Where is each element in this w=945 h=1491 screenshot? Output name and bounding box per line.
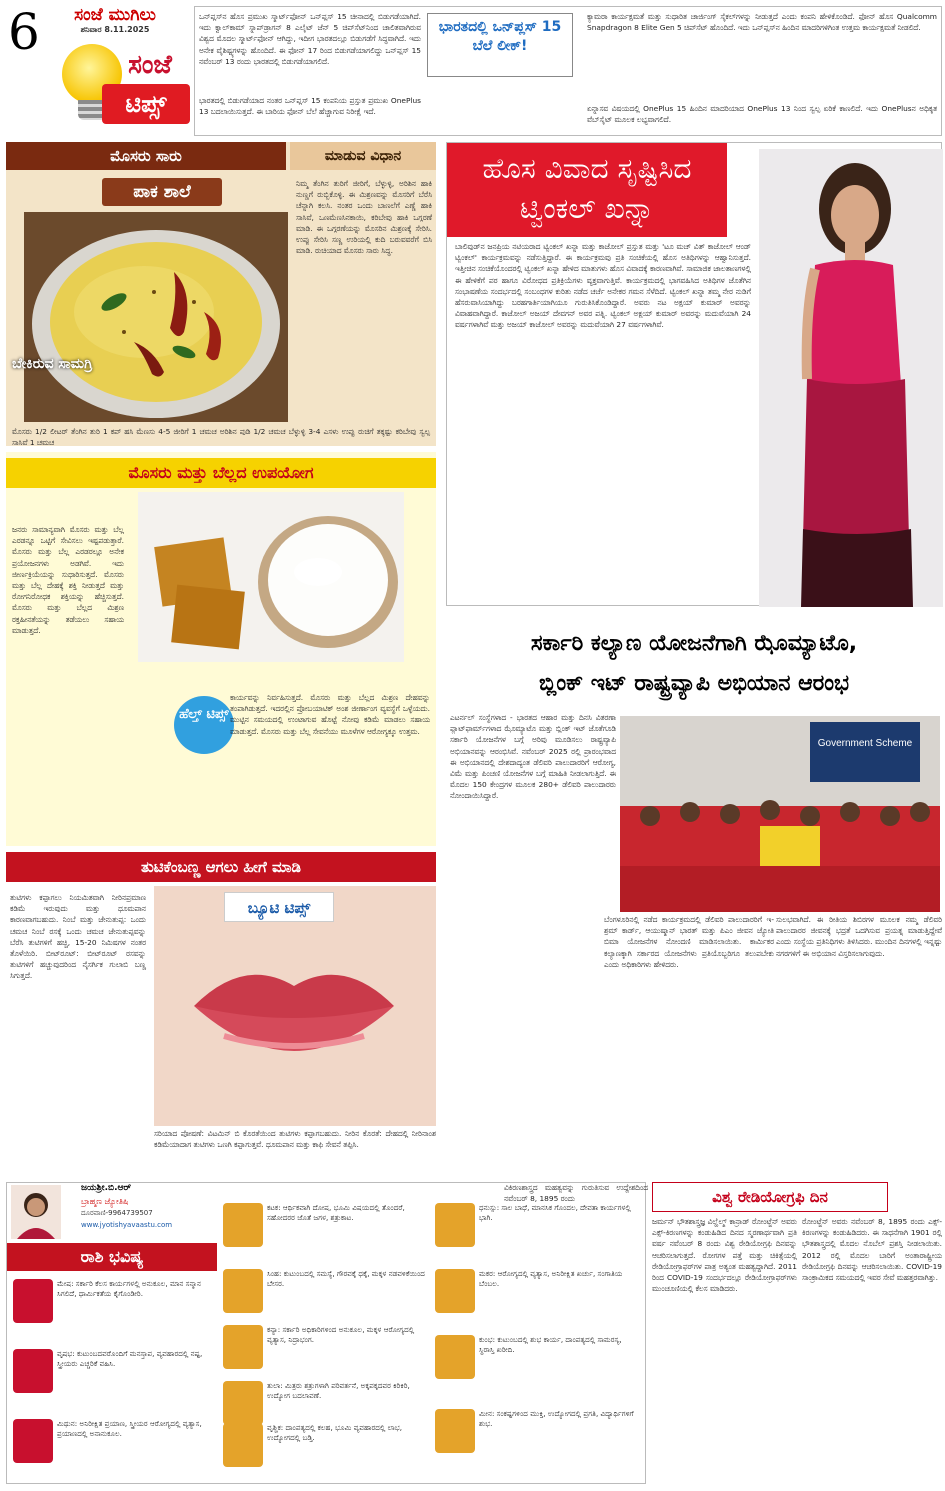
twinkle-body-text: ಬಾಲಿವುಡ್‌ನ ಜನಪ್ರಿಯ ನಟಿಯರಾದ ಟ್ವಿಂಕಲ್ ಖನ್ನಾ ಮತ್ತು ಕಾಜೋಲ್ ಪ್ರಸ್ತುತ ಮತ್ತು 'ಟೂ ಮಚ್ ವಿತ್ ಕಾಜೋಲ್ ಆಂಡ್ ಟ್ವಿಂಕಲ್' ಕಾರ್ಯಕ್ರಮವನ್ನು ನಡೆಸುತ್ತಿದ್ದಾರೆ. ಈ ಕಾರ್ಯಕ್ರಮವು ಪ್ರತಿ ಸಂಚಿಕೆಯಲ್ಲಿ ಹೊಸ ಅತಿಥಿಗಳನ್ನು ಆಹ್ವಾನಿಸುತ್ತದೆ. ಇತ್ತೀಚಿನ ಸಂಚಿಕೆಯೊಂದರಲ್ಲಿ ಟ್ವಿಂಕಲ್ ಖನ್ನಾ ಹೇಳಿದ ಮಾತುಗಳು ಹೊಸ ವಿವಾದಕ್ಕೆ ಕಾರಣವಾಗಿವೆ. ಸಾಮಾಜಿಕ ಜಾಲತಾಣಗಳಲ್ಲಿ ಈ ಹೇಳಿಕೆಗೆ ಪರ ಹಾಗೂ ವಿರೋಧದ ಪ್ರತಿಕ್ರಿಯೆಗಳು ವ್ಯಕ್ತವಾಗುತ್ತಿವೆ. ಕಾರ್ಯಕ್ರಮದಲ್ಲಿ ಭಾಗವಹಿಸಿದ ಅತಿಥಿಗಳ ಜೊತೆಗಿನ ಸಂಭಾಷಣೆಯ ಸಂದರ್ಭದಲ್ಲಿ ಸಂಬಂಧಗಳ ಕುರಿತು ನಡೆದ ಚರ್ಚೆ ಅನೇಕರ ಗಮನ ಸೆಳೆದಿದೆ. ಟ್ವಿಂಕಲ್ ಖನ್ನಾ ತಮ್ಮ ನೇರ ನುಡಿಗೆ ಹೆಸರುವಾಸಿಯಾಗಿದ್ದು ಬರಹಗಾರ್ತಿಯಾಗಿಯೂ ಗುರುತಿಸಿಕೊಂಡಿದ್ದಾರೆ. ಅವರು ನಟ ಅಕ್ಷಯ್ ಕುಮಾರ್ ಅವರನ್ನು ವಿವಾಹವಾಗಿದ್ದಾರೆ. ಕಾಜೋಲ್ ಅಜಯ್ ದೇವಗನ್ ಅವರ ಪತ್ನಿ. ಟ್ವಿಂಕಲ್ ಅಕ್ಷಯ್ ಕುಮಾರ್ ಅವರನ್ನು ಮದುವೆಯಾಗಿ 24 ವರ್ಷಗಳಾಗಿವೆ ಮತ್ತು ಅಜಯ್ ಕಾಜೋಲ್ ಅವರನ್ನು ಮದುವೆಯಾಗಿ 27 ವರ್ಷಗಳಾಗಿವೆ. [455, 242, 751, 330]
sign-label: ಮಕರ [448, 1313, 462, 1321]
lips-section [6, 852, 436, 1178]
scorpio-icon [223, 1423, 263, 1467]
recipe-title: ಮೊಸರು ಸಾರು [6, 142, 286, 170]
pisces-icon [435, 1409, 475, 1453]
sign-label: ಮೇಷ [26, 1323, 40, 1331]
curd-headline: ಮೊಸರು ಮತ್ತು ಬೆಲ್ಲದ ಉಪಯೋಗ [6, 458, 436, 488]
sign-label: ಮಿಥುನ [24, 1463, 42, 1471]
aquarius-icon [435, 1335, 475, 1379]
sign-label: ವೃಷಭ [25, 1393, 41, 1401]
curd-body-text: ಕಾರ್ಯವನ್ನು ನಿರ್ವಹಿಸುತ್ತದೆ. ಮೊಸರು ಮತ್ತು ಬೆಲ್ಲದ ಮಿಶ್ರಣ ದೇಹವನ್ನು ತಂಪಾಗಿಡುತ್ತದೆ. ಇದರಲ್ಲಿನ ಪ್ರೋಬಯಾಟಿಕ್ ಅಂಶ ಜೀರ್ಣಾಂಗ ವ್ಯವಸ್ಥೆಗೆ ಒಳ್ಳೆಯದು. ಮುಟ್ಟಿನ ಸಮಯದಲ್ಲಿ ಉಂಟಾಗುವ ಹೊಟ್ಟೆ ನೋವು ಕಡಿಮೆ ಮಾಡಲು ಸಹಾಯ ಮಾಡುತ್ತದೆ. ಮೊಸರು ಮತ್ತು ಬೆಲ್ಲ ಸೇವನೆಯು ಮೂಳೆಗಳ ಆರೋಗ್ಯಕ್ಕೂ ಉತ್ತಮ. [230, 693, 430, 736]
sign-label: ಕಟಕ [237, 1247, 249, 1255]
sign-label: ವೃಶ್ಚಿಕ [236, 1467, 250, 1475]
oneplus-headline: ಭಾರತದಲ್ಲಿ ಒನ್‌ಪ್ಲಸ್ 15 ಬೆಲೆ ಲೀಕ್! [427, 13, 573, 77]
curd-section [6, 452, 436, 846]
sagittarius-icon [435, 1203, 475, 1247]
gemini-icon [13, 1419, 53, 1463]
twinkle-photo [759, 149, 943, 607]
issue-date: ಶನಿವಾರ 8.11.2025 [80, 25, 150, 34]
horoscope-title: ರಾಶಿ ಭವಿಷ್ಯ [7, 1243, 217, 1271]
sign-label: ಸಿಂಹ [237, 1313, 249, 1321]
ingredients-text: ಮೊಸರು 1/2 ಲೀಟರ್ ತೆಂಗಿನ ತುರಿ 1 ಕಪ್ ಹಸಿ ಮೆಣಸು 4-5 ಜೀರಿಗೆ 1 ಚಮಚ ಅರಿಶಿನ ಪುಡಿ 1/2 ಚಮಚ ಬೆಳ್ಳುಳ್ಳಿ 3-4 ಎಸಳು ಉಪ್ಪು ರುಚಿಗೆ ತಕ್ಕಷ್ಟು ಕರಿಬೇವು ಸ್ವಲ್ಪ ಸಾಸಿವೆ 1 ಚಮಚ [12, 427, 430, 448]
article-column: ಏನ್ನಾಸವ ವಿಷಯದಲ್ಲಿ OnePlus 15 ಹಿಂದಿನ ಮಾದರಿಯಾದ OnePlus 13 ನಿಂದ ಸ್ವಲ್ಪ ಏರಿಕೆ ಕಾಣಲಿದೆ. ಇದು OnePlusನ ಅಧಿಕೃತ ವೆಬ್‌ಸೈಟ್ ಮೂಲಕ ಲಭ್ಯವಾಗಲಿದೆ. [587, 104, 937, 125]
taurus-icon [13, 1349, 53, 1393]
horoscope-section [6, 1182, 646, 1484]
tips-badge: ಟಿಪ್ಸ್ [102, 84, 190, 124]
astrologer-website[interactable]: www.jyotishyavaastu.com [81, 1221, 173, 1229]
sign-prediction: ಕನ್ಯಾ: ಸರ್ಕಾರಿ ಅಧಿಕಾರಿಗಳಿಂದ ಅನುಕೂಲ, ಮಕ್ಕಳ ಆರೋಗ್ಯದಲ್ಲಿ ವ್ಯತ್ಯಾಸ, ನಿದ್ರಾಭಂಗ. [267, 1325, 415, 1345]
recipe-section [6, 142, 436, 446]
health-tips-badge: ಹೆಲ್ತ್ ಟಿಪ್ಸ್ [174, 696, 234, 754]
headline-line: ಬ್ಲಿಂಕ್ ಇಟ್ ರಾಷ್ಟ್ರವ್ಯಾಪಿ ಅಭಿಯಾನ ಆರಂಭ [538, 671, 850, 696]
headline-line: ಸರ್ಕಾರಿ ಕಲ್ಯಾಣ ಯೋಜನೆಗಾಗಿ ಝೊಮ್ಯಾಟೊ, [530, 631, 858, 656]
headline-line: ಟ್ವಿಂಕಲ್ ಖನ್ನಾ [519, 192, 655, 225]
sign-aries [13, 1279, 218, 1341]
zomato-body-text: ಬೆಂಗಳೂರಿನಲ್ಲಿ ನಡೆದ ಕಾರ್ಯಕ್ರಮದಲ್ಲಿ ಡೆಲಿವರಿ ಪಾಲುದಾರರಿಗೆ ಇ-ಶ್ರಮ್ ಕಾರ್ಡ್, ಆಯುಷ್ಮಾನ್ ಭಾರತ್ ಮತ್ತು ಪಿಎಂ ಜೀವನ ಜ್ಯೋತಿ ಬಿಮಾ ಯೋಜನೆಗಳ ನೋಂದಣಿ ಮಾಡಿಸಲಾಯಿತು. ಕಾರ್ಮಿಕರ ಕಲ್ಯಾಣಕ್ಕಾಗಿ ಸರ್ಕಾರದ ಯೋಜನೆಗಳು ಪ್ರತಿಯೊಬ್ಬರಿಗೂ ತಲುಪಬೇಕು ಎಂದು ಅಧಿಕಾರಿಗಳು ಹೇಳಿದರು. [604, 915, 774, 969]
zomato-body-text: ಎಟರ್ನಲ್ ಸಂಸ್ಥೆಗಳಾದ - ಭಾರತದ ಆಹಾರ ಮತ್ತು ದಿನಸಿ ವಿತರಣಾ ಪ್ಲಾಟ್‌ಫಾರ್ಮ್‌ಗಳಾದ ಝೊಮ್ಯಾಟೊ ಮತ್ತು ಬ್ಲಿಂಕ್ ಇಟ್ ಜೊತೆಗೂಡಿ ಸರ್ಕಾರಿ ಯೋಜನೆಗಳ ಬಗ್ಗೆ ಅರಿವು ಮೂಡಿಸಲು ರಾಷ್ಟ್ರವ್ಯಾಪಿ ಅಭಿಯಾನವನ್ನು ಆರಂಭಿಸಿವೆ. ನವೆಂಬರ್ 2025 ರಲ್ಲಿ ಪ್ರಾರಂಭವಾದ ಈ ಅಭಿಯಾನದಲ್ಲಿ ದೇಶದಾದ್ಯಂತ ಡೆಲಿವರಿ ಪಾಲುದಾರರಿಗೆ ಆರೋಗ್ಯ, ವಿಮೆ ಮತ್ತು ಪಿಂಚಣಿ ಯೋಜನೆಗಳ ಬಗ್ಗೆ ಮಾಹಿತಿ ನೀಡಲಾಗುತ್ತಿದೆ. ಈ ಮೊದಲ 150 ಕೇಂದ್ರಗಳ ಮೂಲಕ 280+ ಡೆಲಿವರಿ ಪಾಲುದಾರರು ನೋಂದಾಯಿಸಿದ್ದಾರೆ. [450, 713, 616, 801]
sign-prediction: ಕುಂಭ: ಕುಟುಂಬದಲ್ಲಿ ಶುಭ ಕಾರ್ಯ, ದಾಂಪತ್ಯದಲ್ಲಿ ಸಾಮರಸ್ಯ, ಸ್ಥಿರಾಸ್ತಿ ಖರೀದಿ. [479, 1335, 622, 1355]
zomato-body-text: ಸುಲಭವಾಗಿದೆ. ಈ ರೀತಿಯ ಶಿಬಿರಗಳ ಮೂಲಕ ನಮ್ಮ ಡೆಲಿವರಿ ಪಾಲುದಾರರ ಜೀವನಕ್ಕೆ ಭದ್ರತೆ ಒದಗಿಸುವ ಪ್ರಯತ್ನ ಮಾಡುತ್ತಿದ್ದೇವೆ ಎಂದು ಸಂಸ್ಥೆಯ ಪ್ರತಿನಿಧಿಗಳು ತಿಳಿಸಿದರು. ಮುಂದಿನ ದಿನಗಳಲ್ಲಿ ಇನ್ನಷ್ಟು ನಗರಗಳಿಗೆ ಈ ಅಭಿಯಾನ ವಿಸ್ತರಿಸಲಾಗುವುದು. [776, 915, 942, 958]
virgo-icon [223, 1325, 263, 1369]
sign-gemini [13, 1419, 218, 1481]
astrologer-phone: ದೂರವಾಣಿ-9964739507 [81, 1209, 153, 1217]
sign-virgo [223, 1325, 428, 1387]
radiography-body-text: ಜರ್ಮನ್ ಭೌತಶಾಸ್ತ್ರಜ್ಞ ವಿಲ್ಹೆಲ್ಮ್ ಕಾನ್ರಾಡ್ ರೋಂಟ್ಜೆನ್ ಅವರು ಎಕ್ಸ್-ಕಿರಣಗಳನ್ನು ಕಂಡುಹಿಡಿದ ದಿನದ ಸ್ಮರಣಾರ್ಥವಾಗಿ ಪ್ರತಿ ವರ್ಷ ನವೆಂಬರ್ 8 ರಂದು ವಿಶ್ವ ರೇಡಿಯೋಗ್ರಫಿ ದಿನವನ್ನು ಆಚರಿಸಲಾಗುತ್ತದೆ. ರೋಗಗಳ ಪತ್ತೆ ಮತ್ತು ಚಿಕಿತ್ಸೆಯಲ್ಲಿ ರೇಡಿಯೋಗ್ರಾಫರ್‌ಗಳ ಪಾತ್ರ ಅತ್ಯಂತ ಮಹತ್ವದ್ದಾಗಿದೆ. 2011 ರಿಂದ COVID-19 ಸಂದರ್ಭದಲ್ಲೂ ರೇಡಿಯೋಗ್ರಾಫರ್‌ಗಳು ಮುಂಚೂಣಿಯಲ್ಲಿ ಕೆಲಸ ಮಾಡಿದರು. [652, 1217, 797, 1294]
radiography-body-text: ರೋಂಟ್ಜೆನ್ ಅವರು ನವೆಂಬರ್ 8, 1895 ರಂದು ಎಕ್ಸ್-ಕಿರಣಗಳನ್ನು ಕಂಡುಹಿಡಿದರು. ಈ ಸಾಧನೆಗಾಗಿ 1901 ರಲ್ಲಿ ಭೌತಶಾಸ್ತ್ರದಲ್ಲಿ ಮೊದಲ ನೊಬೆಲ್ ಪ್ರಶಸ್ತಿ ನೀಡಲಾಯಿತು. 2012 ರಲ್ಲಿ ಮೊದಲ ಬಾರಿಗೆ ಅಂತಾರಾಷ್ಟ್ರೀಯ ರೇಡಿಯೋಗ್ರಫಿ ದಿನವನ್ನು ಆಚರಿಸಲಾಯಿತು. COVID-19 ಸಾಂಕ್ರಾಮಿಕದ ಸಮಯದಲ್ಲಿ ಇವರ ಸೇವೆ ಮಹತ್ತರವಾಗಿತ್ತು. [802, 1217, 942, 1283]
zomato-event-photo [620, 716, 940, 912]
section-logo [40, 4, 190, 152]
aries-icon [13, 1279, 53, 1323]
sign-capricorn [435, 1269, 640, 1331]
sign-cancer [223, 1203, 428, 1265]
newspaper-title: ಸಂಜೆ ಮುಗಿಲು [74, 5, 156, 25]
radiography-headline: ವಿಶ್ವ ರೇಡಿಯೋಗ್ರಫಿ ದಿನ [652, 1182, 888, 1212]
zomato-headline [446, 624, 942, 710]
ingredients-label: ಬೇಕಿರುವ ಸಾಮಗ್ರಿ [12, 356, 93, 372]
sign-label: ಮೀನ [448, 1453, 462, 1461]
lips-body-text: ತುಟಿಗಳು ಕಪ್ಪಾಗಲು ನಿಯಮಿತವಾಗಿ ನೀರಿನಪ್ರಮಾಣ ಕಡಿಮೆ ಇರುವುದು ಮತ್ತು ಧೂಮಪಾನ ಕಾರಣವಾಗಬಹುದು. ನಿಂಬೆ ಮತ್ತು ಜೇನುತುಪ್ಪ: ಒಂದು ಚಮಚ ನಿಂಬೆ ರಸಕ್ಕೆ ಒಂದು ಚಮಚ ಜೇನುತುಪ್ಪವನ್ನು ಬೆರೆಸಿ ತುಟಿಗಳಿಗೆ ಹಚ್ಚಿ, 15-20 ನಿಮಿಷಗಳ ನಂತರ ತೊಳೆಯಿರಿ. ಬೀಟ್‌ರೂಟ್: ಬೀಟ್‌ರೂಟ್ ರಸವನ್ನು ತುಟಿಗಳಿಗೆ ಹಚ್ಚುವುದರಿಂದ ನೈಸರ್ಗಿಕ ಗುಲಾಬಿ ಬಣ್ಣ ಸಿಗುತ್ತದೆ. [10, 893, 146, 981]
sign-pisces [435, 1409, 640, 1471]
sign-prediction: ಧನುಸ್ಸು: ಸಾಲ ಬಾಧೆ, ಮಾನಸಿಕ ಗೊಂದಲ, ದೇವತಾ ಕಾರ್ಯಗಳಲ್ಲಿ ಭಾಗಿ. [479, 1203, 631, 1223]
sign-aquarius [435, 1335, 640, 1397]
recipe-method-text: ನಿಮ್ಮ ತೆಂಗಿನ ತುರಿಗೆ ಜೀರಿಗೆ, ಬೆಳ್ಳುಳ್ಳಿ, ಅರಿಶಿನ ಹಾಕಿ ನುಣ್ಣಗೆ ರುಬ್ಬಿಕೊಳ್ಳಿ. ಈ ಮಿಶ್ರಣವನ್ನು ಮೊಸರಿಗೆ ಬೆರೆಸಿ ಚೆನ್ನಾಗಿ ಕಲಸಿ. ನಂತರ ಒಂದು ಬಾಣಲೆಗೆ ಎಣ್ಣೆ ಹಾಕಿ ಸಾಸಿವೆ, ಒಣಮೆಣಸಿನಕಾಯಿ, ಕರಿಬೇವು ಹಾಕಿ ಒಗ್ಗರಣೆ ಮಾಡಿ. ಈ ಒಗ್ಗರಣೆಯನ್ನು ಮೊಸರಿನ ಮಿಶ್ರಣಕ್ಕೆ ಸೇರಿಸಿ. ಉಪ್ಪು ಸೇರಿಸಿ ಸಣ್ಣ ಉರಿಯಲ್ಲಿ ಕುದಿ ಬರುವವರೆಗೆ ಬಿಸಿ ಮಾಡಿ. ರುಚಿಯಾದ ಮೊಸರು ಸಾರು ಸಿದ್ಧ. [296, 179, 432, 256]
lips-headline: ತುಟಿಕೆಂಬಣ್ಣ ಆಗಲು ಹೀಗೆ ಮಾಡಿ [6, 852, 436, 882]
sign-prediction: ಸಿಂಹ: ಕುಟುಂಬದಲ್ಲಿ ಸಮಸ್ಯೆ, ಗೌರವಕ್ಕೆ ಧಕ್ಕೆ, ಮಕ್ಕಳ ನಡವಳಿಕೆಯಿಂದ ಬೇಸರ. [267, 1269, 425, 1289]
article-column: ಭಾರತದಲ್ಲಿ ಬಿಡುಗಡೆಯಾದ ನಂತರ ಒನ್‌ಪ್ಲಸ್ 15 ಕಂಪನಿಯ ಪ್ರಸ್ತುತ ಪ್ರಮುಖ OnePlus 13 ಬದಲಾಯಿಸುತ್ತದೆ. ಈ ಬಾರಿಯ ಫೋನ್ ಬೆಲೆ ಹೆಚ್ಚಾಗುವ ನಿರೀಕ್ಷೆ ಇದೆ. [199, 96, 421, 117]
sign-prediction: ಮೀನ: ಸಂಕಷ್ಟಗಳಿಂದ ಮುಕ್ತಿ, ಉದ್ಯೋಗದಲ್ಲಿ ಪ್ರಗತಿ, ವಿದ್ಯಾರ್ಥಿಗಳಿಗೆ ಶುಭ. [479, 1409, 634, 1429]
sign-prediction: ಮಕರ: ಆರೋಗ್ಯದಲ್ಲಿ ವ್ಯತ್ಯಾಸ, ಅನಿರೀಕ್ಷಿತ ಖರ್ಚು, ಸಂಗಾತಿಯ ಬೆಂಬಲ. [479, 1269, 623, 1289]
page-number: 6 [8, 3, 40, 61]
oneplus-article [194, 6, 942, 136]
sign-label: ಕನ್ಯಾ [237, 1369, 249, 1377]
zomato-article [446, 616, 942, 1176]
sanje-label: ಸಂಜೆ [128, 50, 172, 80]
astrologer-avatar [11, 1185, 61, 1239]
cancer-icon [223, 1203, 263, 1247]
leo-icon [223, 1269, 263, 1313]
libra-icon [223, 1381, 263, 1425]
sign-prediction: ತುಲಾ: ಮಿತ್ರರು ಶತ್ರುಗಳಾಗಿ ಪರಿವರ್ತನೆ, ಅಕ್ಕಪಕ್ಕದವರ ಕಿರಿಕಿರಿ, ಉದ್ಯೋಗ ಬದಲಾವಣೆ. [267, 1381, 410, 1401]
twinkle-headline [447, 143, 727, 237]
kitchen-label: ಪಾಕ ಶಾಲೆ [102, 178, 222, 206]
sign-taurus [13, 1349, 218, 1411]
article-column: ಕ್ಯಾಮರಾ ಕಾರ್ಯಕ್ಷಮತೆ ಮತ್ತು ಸುಧಾರಿತ ಚಾರ್ಜಿಂಗ್ ಸೈಕಲ್‌ಗಳನ್ನು ನೀಡುತ್ತದೆ ಎಂದು ಕಂಪನಿ ಹೇಳಿಕೊಂಡಿದೆ. ಫೋನ್ ಹೊಸ Qualcomm Snapdragon 8 Elite Gen 5 ಚಿಪ್‌ಸೆಟ್ ಹೊಂದಿದೆ. ಇದು ಒನ್‌ಪ್ಲಸ್‌ನ ಹಿಂದಿನ ಮಾದರಿಗಳಿಗಿಂತ ಉತ್ತಮ ಕಾರ್ಯಕ್ಷಮತೆ ನೀಡಲಿದೆ. [587, 12, 937, 33]
sign-prediction: ಕಟಕ: ಆರ್ಥಿಕವಾಗಿ ದೋಷ, ಭೂಮಿ ವಿಷಯದಲ್ಲಿ ತೊಂದರೆ, ಸಹೋದರರ ಜೊತೆ ಜಗಳ, ಶತ್ರುಕಾಟ. [267, 1203, 405, 1223]
sign-sagittarius [435, 1203, 640, 1265]
banner-text: Government Scheme [817, 738, 913, 749]
sign-prediction: ಮಿಥುನ: ಅನಿರೀಕ್ಷಿತ ಪ್ರಯಾಣ, ಸ್ತ್ರೀಯರ ಆರೋಗ್ಯದಲ್ಲಿ ವ್ಯತ್ಯಾಸ, ಪ್ರಯಾಣದಲ್ಲಿ ಅನಾನುಕೂಲ. [57, 1419, 202, 1439]
headline-line: ಹೊಸ ವಿವಾದ ಸೃಷ್ಟಿಸಿದ [482, 152, 692, 185]
beauty-tips-badge: ಬ್ಯೂಟಿ ಟಿಪ್ಸ್ [224, 892, 334, 922]
astrologer-name: ಜಯಶ್ರೀ.ಬಿ.ಆರ್ [81, 1183, 132, 1193]
sign-scorpio [223, 1423, 428, 1485]
sign-prediction: ವೃಷಭ: ಕುಟುಂಬದವರೊಂದಿಗೆ ಮನಸ್ತಾಪ, ವ್ಯವಹಾರದಲ್ಲಿ ನಷ್ಟ, ಸ್ತ್ರೀಯರು ಎಚ್ಚರಿಕೆ ವಹಿಸಿ. [57, 1349, 203, 1369]
method-heading: ಮಾಡುವ ವಿಧಾನ [290, 142, 436, 170]
twinkle-article [446, 142, 942, 606]
lips-bottom-text: ಸರಿಯಾದ ಪೋಷಣೆ: ವಿಟಮಿನ್ ಬಿ ಕೊರತೆಯಿಂದ ತುಟಿಗಳು ಕಪ್ಪಾಗಬಹುದು. ನೀರಿನ ಕೊರತೆ: ದೇಹದಲ್ಲಿ ನೀರಿನಾಂಶ ಕಡಿಮೆಯಾದಾಗ ತುಟಿಗಳು ಒಣಗಿ ಕಪ್ಪಾಗುತ್ತವೆ. ಧೂಮಪಾನ ಮತ್ತು ಕಾಫಿ ಸೇವನೆ ತಪ್ಪಿಸಿ. [154, 1129, 436, 1150]
curd-body-text: ಜನರು ಸಾಮಾನ್ಯವಾಗಿ ಮೊಸರು ಮತ್ತು ಬೆಲ್ಲ ಎರಡನ್ನೂ ಒಟ್ಟಿಗೆ ಸೇವಿಸಲು ಇಷ್ಟಪಡುತ್ತಾರೆ. ಮೊಸರು ಮತ್ತು ಬೆಲ್ಲ ಎರಡರಲ್ಲೂ ಅನೇಕ ಪ್ರಯೋಜನಗಳು ಅಡಗಿವೆ. ಇದು ಜೀರ್ಣಕ್ರಿಯೆಯನ್ನು ಸುಧಾರಿಸುತ್ತದೆ. ಮೊಸರು ಮತ್ತು ಬೆಲ್ಲ ದೇಹಕ್ಕೆ ಶಕ್ತಿ ನೀಡುತ್ತದೆ ಮತ್ತು ರೋಗನಿರೋಧಕ ಶಕ್ತಿಯನ್ನು ಹೆಚ್ಚಿಸುತ್ತದೆ. ಮೊಸರು ಮತ್ತು ಬೆಲ್ಲದ ಮಿಶ್ರಣ ರಕ್ತಹೀನತೆಯನ್ನು ತಡೆಯಲು ಸಹಾಯ ಮಾಡುತ್ತದೆ. [12, 525, 124, 635]
article-column: ಒನ್‌ಪ್ಲಸ್‌ನ ಹೊಸ ಪ್ರಮುಖ ಸ್ಮಾರ್ಟ್‌ಫೋನ್ ಒನ್‌ಪ್ಲಸ್ 15 ಚೀನಾದಲ್ಲಿ ಬಿಡುಗಡೆಯಾಗಿದೆ. ಇದು ಕ್ವಾಲ್‌ಕಾಮ್ ಸ್ನಾಪ್‌ಡ್ರಾಗನ್ 8 ಎಲೈಟ್ ಜೆನ್ 5 ಚಿಪ್‌ಸೆಟ್‌ನಿಂದ ಚಾಲಿತವಾಗಿರುವ ವಿಶ್ವದ ಮೊದಲ ಸ್ಮಾರ್ಟ್‌ಫೋನ್ ಆಗಿದ್ದು, ಇದೀಗ ಭಾರತದಲ್ಲೂ ಬಿಡುಗಡೆಗೆ ಸಿದ್ಧವಾಗಿದೆ. ಇದು ಅನೇಕ ವೈಶಿಷ್ಟ್ಯಗಳನ್ನು ಹೊಂದಿದೆ. ಈ ಫೋನ್ 17 ರಿಂದ ಬಿಡುಗಡೆಯಾಗಲಿದ್ದು ಒನ್‌ಪ್ಲಸ್ 15 ನವೆಂಬರ್ 13 ರಂದು ಭಾರತದಲ್ಲಿ ಬಿಡುಗಡೆಯಾಗಲಿದೆ. [199, 12, 421, 66]
sign-prediction: ಮೇಷ: ಸರ್ಕಾರಿ ಕೆಲಸ ಕಾರ್ಯಗಳಲ್ಲಿ ಅನುಕೂಲ, ಮಾನ ಸನ್ಮಾನ ಸಿಗಲಿದೆ, ಧಾರ್ಮಿಕತೆಯ ಕೈಗೊಂಡೀರಿ. [57, 1279, 201, 1299]
sign-prediction: ವೃಶ್ಚಿಕ: ದಾಂಪತ್ಯದಲ್ಲಿ ಕಲಹ, ಭೂಮಿ ವ್ಯವಹಾರದಲ್ಲಿ ಲಾಭ, ಉದ್ಯೋಗದಲ್ಲಿ ಬಡ್ತಿ. [267, 1423, 403, 1443]
capricorn-icon [435, 1269, 475, 1313]
radiography-intro-text: ವಿಕಿರಣಶಾಸ್ತ್ರದ ಮಹತ್ವವನ್ನು ಗುರುತಿಸುವ ಉದ್ದೇಶದಿಂದ ನವೆಂಬರ್ 8, 1895 ರಂದು [504, 1183, 648, 1204]
astrologer-title: ಬ್ರಾಹ್ಮಣ ಜ್ಯೋತಿಷಿ [81, 1197, 129, 1206]
sign-label: ಧನುಸ್ಸು [446, 1247, 464, 1255]
sign-label: ಕುಂಭ [448, 1379, 462, 1387]
curd-jaggery-photo [138, 492, 404, 662]
sign-leo [223, 1269, 428, 1331]
